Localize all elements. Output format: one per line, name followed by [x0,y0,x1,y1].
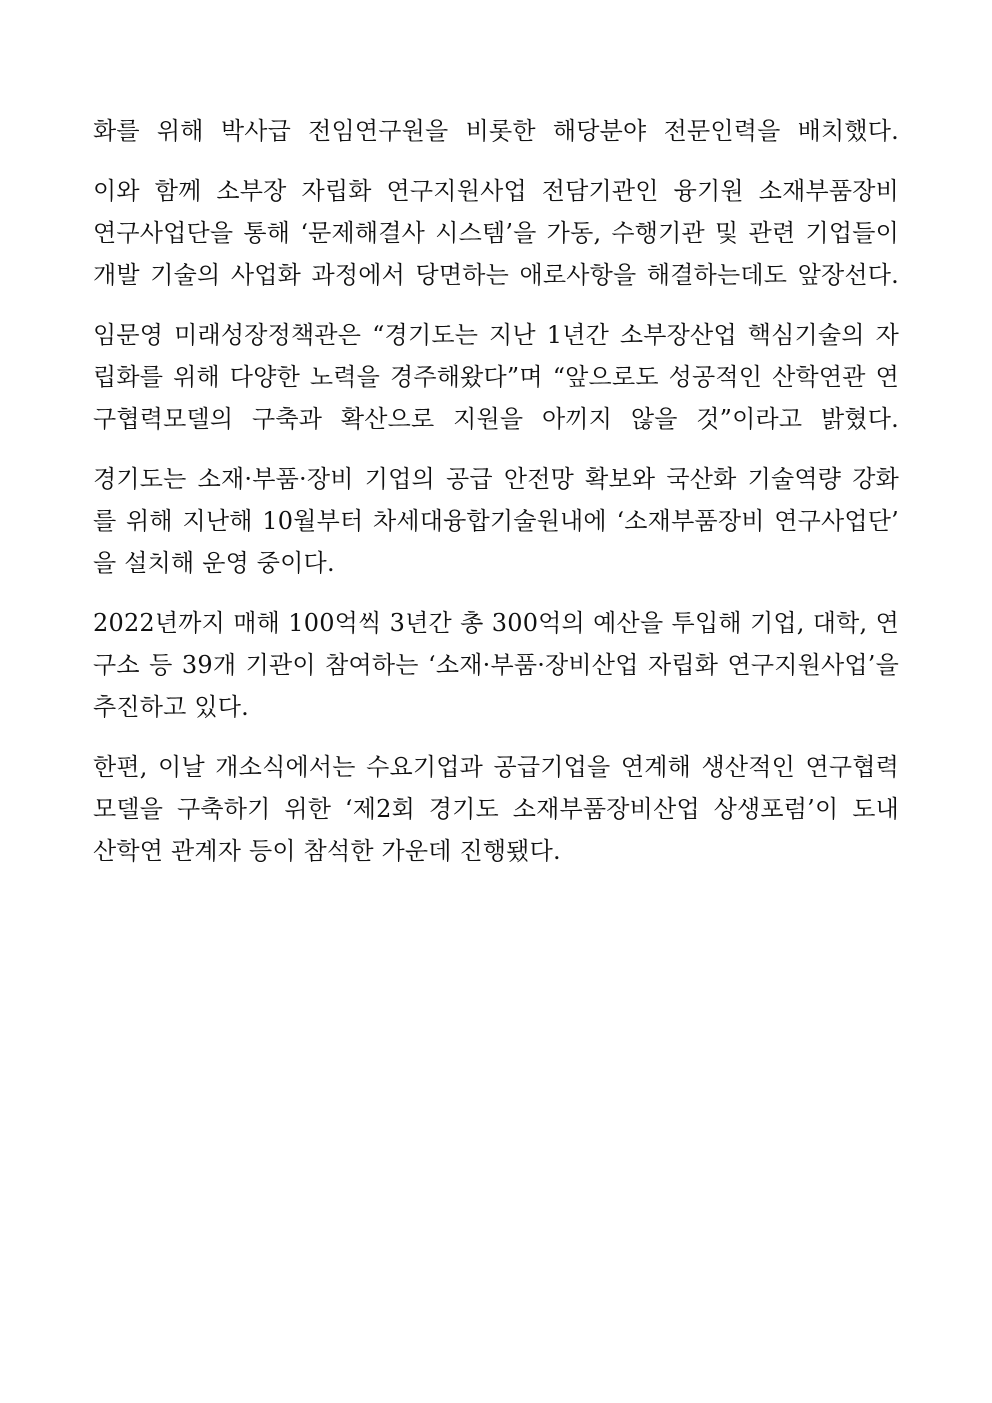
text-line: 이와 함께 소부장 자립화 연구지원사업 전담기관인 융기원 소재부품장비 [93,177,899,205]
paragraph-4 [93,458,899,584]
text-line: 경기도는 소재·부품·장비 기업의 공급 안전망 확보와 국산화 기술역량 강화 [93,465,899,493]
text-line: 2022년까지 매해 100억씩 3년간 총 300억의 예산을 투입해 기업, 대학, 연 [93,609,899,637]
text-line: 화를 위해 박사급 전임연구원을 비롯한 해당분야 전문인력을 배치했다. [93,117,899,145]
text-line: 를 위해 지난해 10월부터 차세대융합기술원내에 ‘소재부품장비 연구사업단’ [93,507,899,535]
text-line: 을 설치해 운영 중이다. [93,549,335,577]
paragraph-2 [93,170,899,296]
text-line: 임문영 미래성장정책관은 “경기도는 지난 1년간 소부장산업 핵심기술의 자 [93,321,899,349]
document-body [93,110,899,890]
paragraph-1 [93,110,899,152]
text-line: 연구사업단을 통해 ‘문제해결사 시스템’을 가동, 수행기관 및 관련 기업들이 [93,219,899,247]
text-line: 구소 등 39개 기관이 참여하는 ‘소재·부품·장비산업 자립화 연구지원사업’을 [93,651,899,679]
text-line: 구협력모델의 구축과 확산으로 지원을 아끼지 않을 것”이라고 밝혔다. [93,405,899,433]
text-line: 산학연 관계자 등이 참석한 가운데 진행됐다. [93,837,561,865]
text-line: 추진하고 있다. [93,693,249,721]
text-line: 한편, 이날 개소식에서는 수요기업과 공급기업을 연계해 생산적인 연구협력 [93,753,899,781]
text-line: 모델을 구축하기 위한 ‘제2회 경기도 소재부품장비산업 상생포럼’이 도내 [93,795,899,823]
paragraph-5 [93,602,899,728]
text-line: 개발 기술의 사업화 과정에서 당면하는 애로사항을 해결하는데도 앞장선다. [93,261,899,289]
text-line: 립화를 위해 다양한 노력을 경주해왔다”며 “앞으로도 성공적인 산학연관 연 [93,363,899,391]
paragraph-6 [93,746,899,872]
paragraph-3 [93,314,899,440]
